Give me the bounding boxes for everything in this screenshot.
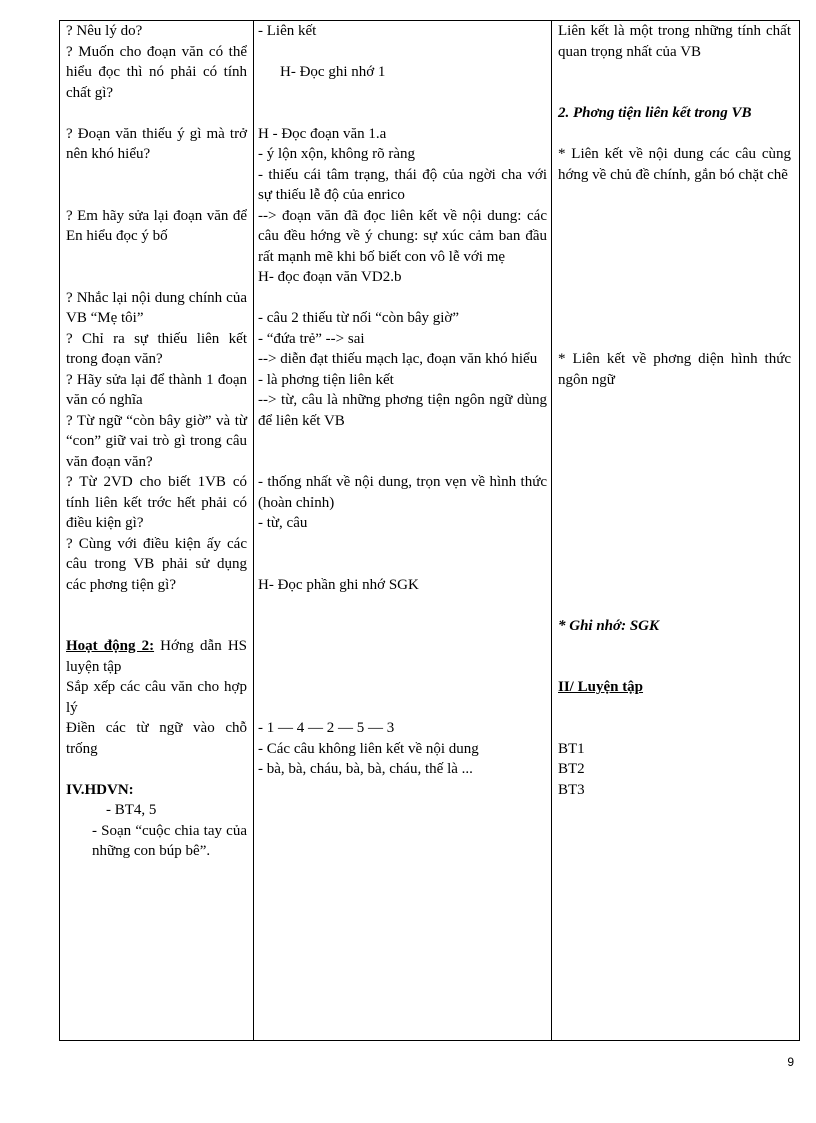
answer-text: --> diễn đạt thiếu mạch lạc, đoạn văn khó hiểu [258,351,538,367]
exercise-text: Điền các từ ngữ vào chỗ trống [66,720,247,757]
column-divider [551,21,552,1040]
activity-heading [66,636,247,677]
homework-item: - Soạn “cuộc chia tay của những con búp bê”. [92,822,247,859]
question-text: ? Nhắc lại nội dung chính của VB “Mẹ tôi” [66,289,247,326]
answer-text: - bà, bà, cháu, bà, bà, cháu, thế là ... [258,761,473,777]
question-text: ? Hãy sửa lại để thành 1 đoạn văn có nghĩa [66,371,247,408]
answer-text: - thống nhất về nội dung, trọn vẹn về hình thức (hoàn chỉnh) [258,474,547,511]
note-text: * Liên kết về nội dung các câu cùng hớng về chủ đề chính, gắn bó chặt chẽ [558,146,791,183]
answer-text: - là phơng tiện liên kết [258,371,394,388]
answer-text: - ý lộn xộn, không rõ ràng [258,146,416,162]
question-text: ? Chỉ ra sự thiếu liên kết trong đoạn văn? [66,330,247,367]
activity-title-rest: Hớng dẫn HS luyện tập [66,638,247,675]
answer-text: - Các câu không liên kết về nội dung [258,740,479,757]
answers-column [258,21,547,780]
answer-text: H - Đọc đoạn văn 1.a [258,125,387,142]
memo-heading: * Ghi nhớ: SGK [558,617,660,634]
question-text: ? Từ 2VD cho biết 1VB có tính liên kết trớc hết phải có điều kiện gì? [66,474,247,531]
answer-text: - 1 — 4 — 2 — 5 — 3 [258,720,395,736]
question-text: ? Từ ngữ “còn bây giờ” và từ “con” giữ vai trò gì trong câu văn đoạn văn? [66,412,247,470]
question-text: ? Đoạn văn thiếu ý gì mà trở nên khó hiểu? [66,125,247,162]
note-text: Liên kết là một trong những tính chất quan trọng nhất của VB [558,23,791,60]
answer-text: H- Đọc phần ghi nhớ SGK [258,576,419,593]
note-text: * Liên kết về phơng diện hình thức ngôn ngữ [558,351,791,388]
answer-text: - Liên kết [258,23,317,39]
lesson-table [59,20,800,1041]
activity-title: Hoạt động 2: [66,638,155,654]
answer-text: - thiếu cái tâm trạng, thái độ của ngời cha với sự thiếu lễ độ của enrico [258,166,547,203]
questions-column [66,21,247,862]
page-number: 9 [787,1055,794,1069]
exercise-label: BT2 [558,761,585,777]
question-text: ? Em hãy sửa lại đoạn văn để En hiểu đọc ý bố [66,207,247,244]
question-text: ? Cùng với điều kiện ấy các câu trong VB phải sử dụng các phơng tiện gì? [66,535,247,593]
answer-text: - từ, câu [258,515,308,531]
answer-text: - “đứa trẻ” --> sai [258,330,365,347]
answer-text: --> đoạn văn đã đọc liên kết về nội dung: các câu đều hớng về ý chung: sự xúc cảm ban đầu rất mạnh mẽ khi bố biết con vô lễ với mẹ [258,207,547,265]
answer-text: H- đọc đoạn văn VD2.b [258,269,402,285]
homework-heading: IV.HDVN: [66,781,134,798]
notes-column [558,21,791,800]
exercise-label: BT3 [558,781,585,798]
section-heading: 2. Phơng tiện liên kết trong VB [558,105,752,121]
practice-heading: II/ Luyện tập [558,679,644,695]
answer-text: --> từ, câu là những phơng tiện ngôn ngữ dùng để liên kết VB [258,392,547,429]
exercise-text: Sắp xếp các câu văn cho hợp lý [66,679,247,716]
column-divider [253,21,254,1040]
question-text: ? Muốn cho đoạn văn có thể hiểu đọc thì nó phải có tính chất gì? [66,43,247,101]
question-text: ? Nêu lý do? [66,23,143,39]
answer-text: H- Đọc ghi nhớ 1 [280,64,386,80]
answer-text: - câu 2 thiếu từ nối “còn bây giờ” [258,310,459,326]
exercise-label: BT1 [558,740,585,757]
homework-item: - BT4, 5 [106,802,157,818]
